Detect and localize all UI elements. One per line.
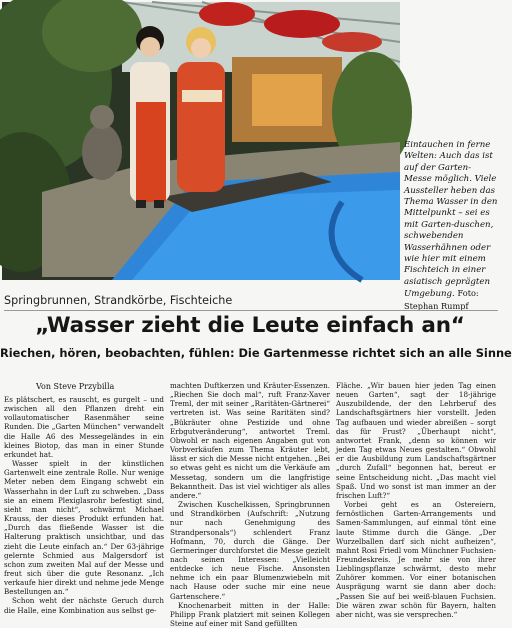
article-column-3 xyxy=(336,381,496,619)
article-rubric: Springbrunnen, Strandkörbe, Fischteiche xyxy=(4,294,498,311)
paragraph: Schon weht der nächste Geruch durch die Halle, eine Kombination aus selbst ge- xyxy=(4,596,164,615)
article-subline: Riechen, hören, beobachten, fühlen: Die Gartenmesse richtet sich an alle Sinne xyxy=(0,346,512,360)
paragraph: Zwischen Kuschelkissen, Springbrunnen und Strandkörben (Aufschrift: „Nutzung nur nach Genehmigung des Strandpersonals“) schlendert Franz Hofmann, 70, durch die Gänge. Der Germeringer durchforstet die Messe gezielt nach seinen Interessen: „Vielleicht entdecke ich neue Fische. Ansonsten nehme ich ein paar Blumenzwiebeln mit nach Hause oder suche mir eine neue Gartenschere.“ xyxy=(170,500,330,601)
paragraph: machten Duftkerzen und Kräuter-Essenzen. „Riechen Sie doch mal“, ruft Franz-Xaver Treml, der mit seiner „Raritäten-Gärtnerei“ vertreten ist. Was seine Raritäten sind? „Bükräuter ohne Pestizide und ohne Erbgutveränderung“, antwortet Treml. Obwohl er nach eigenen Angaben gut von Vorbverkäufen zum Thema Kräuter lebt, lässt er sich die Messe nicht entgehen. „Bei so etwas geht es nicht um die Verkäufe am Messetag, sondern um die langfristige Bekanntheit. Das ist viel wichtiger als alles andere.“ xyxy=(170,381,330,500)
article-column-1 xyxy=(4,395,164,619)
photo-illustration xyxy=(2,2,400,280)
paragraph: Knochenarbeit mitten in der Halle: Philipp Frank platziert mit seinen Kollegen Steine auf einer mit Sand gefüllten xyxy=(170,600,330,628)
article-photo xyxy=(2,2,400,280)
paragraph: Vorbei geht es an Ostereiern, fernöstlichen Garten-Arrangements und Samen-Sammlungen, auf einmal tönt eine laute Stimme durch die Gänge. „Der Wurzelballen darf sich nicht aufheizen“, mahnt Rosi Friedl vom Münchner Fuchsien-Freundeskreis. Je mehr sie von ihrer Lieblingspflanze schwärmt, desto mehr Zuhörer kommen. Vor einer botanischen Ausprägung warnt sie dann aber doch: „Passen Sie auf bei weiß-blauen Fuchsien. Die wären zwar schön für Bayern, halten aber nicht, was sie versprechen.“ xyxy=(336,500,496,619)
article-byline: Von Steve Przybilla xyxy=(36,382,115,391)
caption-text: Eintauchen in ferne Welten: Auch das ist auf der Garten-Messe möglich. Viele Aussteller heben das Thema Wasser in den Mittelpunkt – sei es mit Garten-duschen, schwebenden Wasserhähnen oder wie hier mit einem Fischteich in einer asiatisch geprägten Umgebung. xyxy=(404,140,498,300)
paragraph: Fläche. „Wir bauen hier jeden Tag einen neuen Garten“, sagt der 18-jährige Auszubildende, der den Lehrberuf des Landschaftsgärtners hier vorstellt. Jeden Tag aufbauen und wieder abreißen – sorgt das für Frust? „Überhaupt nicht“, antwortet Frank, „denn so können wir jeden Tag etwas Neues gestalten.“ Obwohl er die Ausbildung zum Landschaftsgärtner „durch Zufall“ begonnen hat, bereut er seine Entscheidung nicht. „Das macht viel Spaß. Und wo sonst ist man immer an der frischen Luft?“ xyxy=(336,381,496,500)
paragraph: Es plätschert, es rauscht, es gurgelt – und zwischen all den Pflanzen dreht ein vollautomatischer Rasenmäher seine Runden. Die „Garten München“ verwandelt die Halle A6 des Messegeländes in ein kleines Biotop, das man in einer Stunde erkundet hat. xyxy=(4,395,164,459)
paragraph: Wasser spielt in der künstlichen Gartenwelt eine zentrale Rolle. Nur wenige Meter neben dem Eingang schwebt ein Wasserhahn in der Luft zu schweben. „Dass sie an einem Plexiglasrohr befestigt sind, sieht man nicht“, schwärmt Michael Krauss, der dieses Produkt erfunden hat. „Durch das fließende Wasser ist die Halterung praktisch unsichtbar, und das zieht die Leute einfach an.“ Der 63-jährige gelernte Schmied aus Malgersdorf ist schon zum zweiten Mal auf der Messe und freut sich über die gute Resonanz. „Ich verkaufe hier direkt und nehme jede Menge Bestellungen an.“ xyxy=(4,459,164,597)
article-headline: „Wasser zieht die Leute einfach an“ xyxy=(35,313,465,338)
article-column-2 xyxy=(170,381,330,628)
photo-caption xyxy=(404,140,498,313)
photo-credit: Foto: Stephan Rumpf xyxy=(404,288,479,311)
